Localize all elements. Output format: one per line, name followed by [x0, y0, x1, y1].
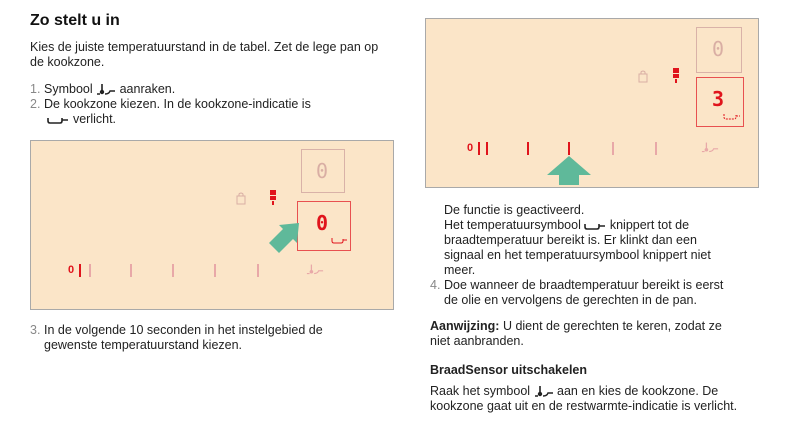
step-text-after: verlicht.: [72, 112, 117, 126]
zone-indicator-icon: [269, 190, 277, 205]
note-label: Aanwijzing:: [430, 319, 500, 333]
scale-tick: [478, 142, 480, 155]
pan-icon: [584, 221, 606, 231]
scale-tick: [172, 264, 174, 277]
braadsensor-icon: [534, 385, 554, 398]
note-text-line2: niet aanbranden.: [430, 334, 524, 348]
scale-zero-label: 0: [68, 264, 75, 276]
note: [430, 319, 722, 349]
pan-icon: [723, 113, 741, 121]
step-text: Symbool: [44, 82, 93, 96]
scale-tick: [612, 142, 614, 155]
info-line: signaal en het temperatuursymbool knippert niet: [444, 248, 711, 262]
scale-tick: [568, 142, 570, 155]
scale-tick: [214, 264, 216, 277]
zone-indicator-icon: [672, 68, 680, 83]
step-text-line2: de olie en vervolgens de gerechten in de pan.: [444, 293, 697, 307]
section-title: BraadSensor uitschakelen: [430, 363, 588, 377]
step-number: 2.: [30, 97, 41, 111]
display-digit-top: 0: [712, 37, 725, 61]
step-text-after: aanraken.: [119, 82, 176, 96]
scale-tick: [257, 264, 259, 277]
step-number: 4.: [430, 278, 441, 292]
step-number: 1.: [30, 82, 41, 96]
arrow-up-icon: [546, 155, 592, 185]
display-digit-active: 0: [316, 211, 329, 235]
cooktop-panel-right: [425, 18, 759, 188]
braadsensor-icon: [96, 83, 116, 96]
intro-text: Kies de juiste temperatuurstand in de tabel. Zet de lege pan op de kookzone.: [30, 40, 379, 69]
braadsensor-icon: [701, 141, 719, 154]
step-4: [430, 278, 723, 308]
section-text-after: aan en kies de kookzone. De: [557, 384, 719, 398]
arrow-right-icon: [267, 221, 303, 259]
temp-symbol-suffix: knippert tot de: [609, 218, 690, 232]
scale-tick: [486, 142, 488, 155]
info-line: braadtemperatuur bereikt is. Er klinkt dan een: [444, 233, 697, 247]
cooktop-panel-left: [30, 140, 394, 310]
temp-symbol-prefix: Het temperatuursymbool: [444, 218, 581, 232]
section-text-line2: kookzone gaat uit en de restwarmte-indicatie is verlicht.: [430, 399, 738, 413]
display-digit-active: 3: [712, 87, 725, 111]
step-text: Doe wanneer de braadtemperatuur bereikt is eerst: [444, 278, 724, 292]
scale-tick: [655, 142, 657, 155]
childlock-icon: [638, 69, 648, 83]
page-title: Zo stelt u in: [30, 12, 120, 29]
pan-icon: [47, 115, 69, 125]
step-3: [30, 323, 323, 353]
display-digit-top: 0: [316, 159, 329, 183]
step-1: [30, 82, 175, 97]
scale-tick: [89, 264, 91, 277]
pan-icon: [331, 237, 347, 245]
scale-zero-label: 0: [467, 142, 474, 154]
section-text: Raak het symbool: [430, 384, 531, 398]
braadsensor-icon: [306, 263, 324, 276]
section-body: [430, 384, 737, 414]
childlock-icon: [236, 191, 246, 205]
temp-symbol-line: [444, 218, 689, 233]
step-number: 3.: [30, 323, 41, 337]
step-text: In de volgende 10 seconden in het instelgebied de: [44, 323, 323, 337]
step-text-line2: gewenste temperatuurstand kiezen.: [44, 338, 243, 352]
scale-tick: [527, 142, 529, 155]
step-text: De kookzone kiezen. In de kookzone-indicatie is: [44, 97, 311, 111]
note-text: U dient de gerechten te keren, zodat ze: [502, 319, 722, 333]
info-line: meer.: [444, 263, 476, 277]
activated-text: De functie is geactiveerd.: [444, 203, 585, 217]
step-2: [30, 97, 311, 127]
scale-tick: [79, 264, 81, 277]
scale-tick: [130, 264, 132, 277]
